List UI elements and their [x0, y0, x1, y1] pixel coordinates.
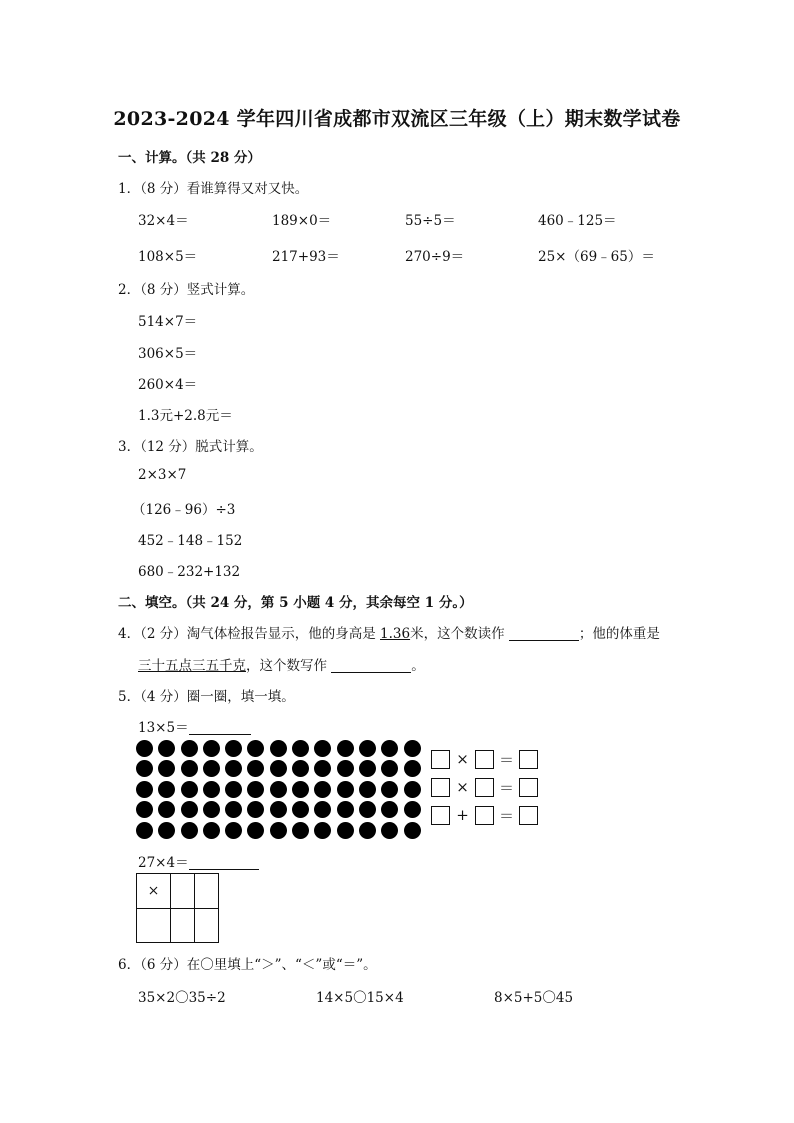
dot [247, 760, 264, 777]
question-4-line-2 [138, 654, 425, 674]
dot [270, 822, 287, 839]
equation-boxes [431, 748, 538, 832]
dot [136, 822, 153, 839]
answer-box[interactable] [519, 750, 538, 769]
dot [203, 781, 220, 798]
dot-array [136, 740, 421, 839]
q1-expr: 25×（69﹣65）＝ [538, 249, 655, 265]
dot [181, 740, 198, 757]
operator: + [456, 806, 469, 824]
section-2-heading: 二、填空。（共 24 分，第 5 小题 4 分，其余每空 1 分。） [118, 595, 473, 611]
q5-expr-text: 27×4＝ [138, 855, 189, 871]
q2-expr: 306×5＝ [138, 346, 198, 362]
dot [359, 740, 376, 757]
grid-cell[interactable] [195, 874, 218, 909]
dot [359, 801, 376, 818]
equation-row [431, 748, 538, 770]
dot [270, 801, 287, 818]
dot [158, 822, 175, 839]
q1-expr: 189×0＝ [272, 213, 332, 229]
q3-expr: （126﹣96）÷3 [132, 502, 236, 518]
operator: × [456, 778, 469, 796]
q1-expr: 270÷9＝ [405, 249, 465, 265]
dot [225, 760, 242, 777]
dot [404, 801, 421, 818]
dot [314, 760, 331, 777]
section-1-heading: 一、计算。（共 28 分） [118, 150, 261, 166]
dot [136, 801, 153, 818]
answer-box[interactable] [475, 806, 494, 825]
q5-answer-blank[interactable] [189, 855, 259, 870]
dot [247, 781, 264, 798]
dot [337, 760, 354, 777]
answer-box[interactable] [431, 806, 450, 825]
equation-row [431, 804, 538, 826]
dot [292, 801, 309, 818]
dot [158, 740, 175, 757]
dot [247, 822, 264, 839]
dot [337, 740, 354, 757]
q4-answer-blank[interactable] [509, 626, 579, 641]
dot [381, 822, 398, 839]
q5-answer-blank[interactable] [189, 720, 251, 735]
answer-box[interactable] [519, 778, 538, 797]
dot [247, 740, 264, 757]
dot [158, 760, 175, 777]
dot [314, 801, 331, 818]
q6-compare: 35×2〇35÷2 [138, 990, 226, 1006]
dot [337, 801, 354, 818]
dot [292, 740, 309, 757]
grid-cell[interactable] [137, 909, 171, 942]
dot [359, 781, 376, 798]
q4-text: 米，这个数读作 [410, 626, 509, 642]
dot [225, 801, 242, 818]
q3-expr: 452﹣148﹣152 [138, 533, 243, 549]
grid-cell[interactable] [171, 909, 195, 942]
q1-expr: 32×4＝ [138, 213, 189, 229]
q4-height-value: 1.36 [380, 626, 411, 642]
dot [203, 740, 220, 757]
answer-box[interactable] [519, 806, 538, 825]
q5-expression-1 [138, 716, 251, 736]
equation-row [431, 776, 538, 798]
dot [381, 760, 398, 777]
dot [158, 781, 175, 798]
dot [337, 781, 354, 798]
dot [404, 740, 421, 757]
dot [181, 801, 198, 818]
dot [203, 801, 220, 818]
q3-expr: 680﹣232+132 [138, 564, 241, 580]
operator: ＝ [498, 806, 514, 825]
dot [181, 781, 198, 798]
dot [181, 760, 198, 777]
dot [181, 822, 198, 839]
dot [404, 781, 421, 798]
dot [314, 781, 331, 798]
dot [270, 760, 287, 777]
dot [359, 822, 376, 839]
q5-expr-text: 13×5＝ [138, 720, 189, 736]
q1-expr: 55÷5＝ [405, 213, 456, 229]
operator: × [456, 750, 469, 768]
operator: ＝ [498, 778, 514, 797]
dot [158, 801, 175, 818]
q5-expression-2 [138, 851, 259, 871]
dot [203, 760, 220, 777]
q4-text: ；他的体重是 [578, 626, 660, 642]
grid-cell-symbol: × [137, 874, 171, 909]
dot [314, 740, 331, 757]
dot [270, 740, 287, 757]
dot [225, 740, 242, 757]
dot [292, 760, 309, 777]
dot [404, 822, 421, 839]
dot [381, 781, 398, 798]
operator: ＝ [498, 750, 514, 769]
answer-box[interactable] [431, 750, 450, 769]
dot [314, 822, 331, 839]
q6-compare: 14×5〇15×4 [316, 990, 404, 1006]
dot [381, 740, 398, 757]
q4-text: 4．（2 分）淘气体检报告显示，他的身高是 [118, 626, 381, 642]
q3-expr: 2×3×7 [138, 467, 187, 483]
dot [292, 822, 309, 839]
q2-expr: 514×7＝ [138, 314, 198, 330]
grid-cell[interactable] [195, 909, 218, 942]
answer-box[interactable] [475, 750, 494, 769]
q2-expr: 1.3元+2.8元＝ [138, 408, 233, 424]
question-1-label: 1．（8 分）看谁算得又对又快。 [118, 181, 309, 197]
dot [292, 781, 309, 798]
dot [337, 822, 354, 839]
q4-answer-blank[interactable] [331, 658, 411, 673]
question-5-label: 5．（4 分）圈一圈，填一填。 [118, 689, 295, 705]
multiplication-grid [136, 873, 219, 943]
q4-text: ，这个数写作 [246, 658, 332, 674]
q4-text: 。 [411, 658, 425, 674]
dot [404, 760, 421, 777]
dot [225, 822, 242, 839]
q1-expr: 108×5＝ [138, 249, 198, 265]
q1-expr: 217+93＝ [272, 249, 340, 265]
question-4-line-1 [118, 622, 660, 642]
grid-cell[interactable] [171, 874, 195, 909]
dot [136, 781, 153, 798]
dot [381, 801, 398, 818]
dot [136, 760, 153, 777]
dot [359, 760, 376, 777]
page-title: 2023-2024 学年四川省成都市双流区三年级（上）期末数学试卷 [113, 108, 681, 130]
q1-expr: 460﹣125＝ [538, 213, 617, 229]
dot [203, 822, 220, 839]
q2-expr: 260×4＝ [138, 377, 198, 393]
q4-weight-value: 三十五点三五千克 [138, 658, 246, 674]
question-3-label: 3．（12 分）脱式计算。 [118, 439, 263, 455]
question-6-label: 6．（6 分）在〇里填上“＞”、“＜”或“＝”。 [118, 957, 377, 973]
dot [225, 781, 242, 798]
dot [270, 781, 287, 798]
question-2-label: 2．（8 分）竖式计算。 [118, 282, 255, 298]
dot [247, 801, 264, 818]
dot [136, 740, 153, 757]
answer-box[interactable] [431, 778, 450, 797]
q6-compare: 8×5+5〇45 [494, 990, 574, 1006]
answer-box[interactable] [475, 778, 494, 797]
